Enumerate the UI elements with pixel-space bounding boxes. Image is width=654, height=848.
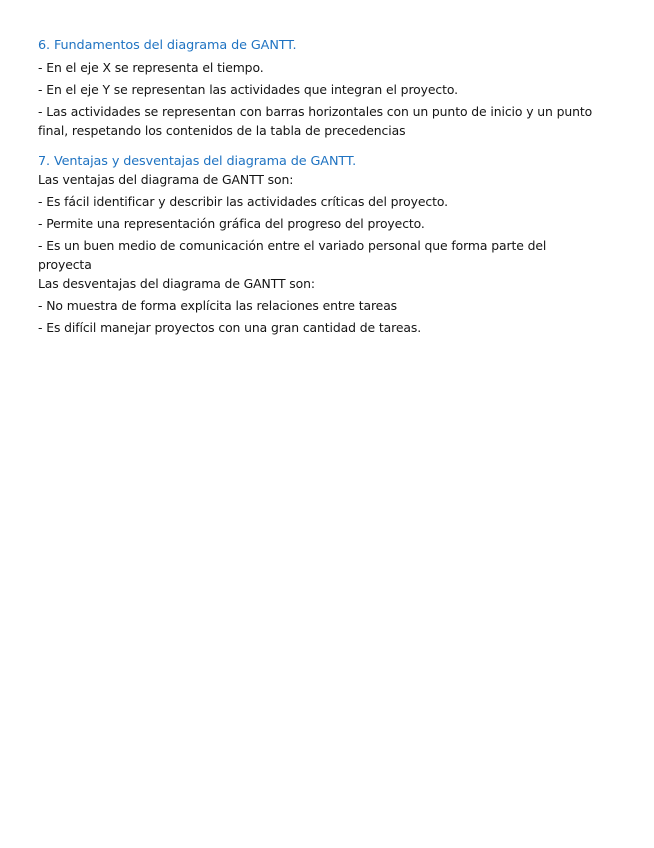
- bullet-line: - No muestra de forma explícita las relaciones entre tareas: [38, 298, 398, 313]
- section-heading: 7. Ventajas y desventajas del diagrama de GANTT.: [38, 154, 357, 169]
- section-ventajas-desventajas: [38, 154, 598, 337]
- section-heading: 6. Fundamentos del diagrama de GANTT.: [38, 38, 297, 53]
- bullet-line: - Es fácil identificar y describir las actividades críticas del proyecto.: [38, 194, 448, 209]
- bullet-line: - En el eje Y se representan las actividades que integran el proyecto.: [38, 82, 458, 97]
- section-fundamentos: [38, 38, 598, 140]
- bullet-line: - En el eje X se representa el tiempo.: [38, 60, 264, 75]
- bullet-line: - Las actividades se representan con barras horizontales con un punto de inicio y un punto final, respetando los contenidos de la tabla de precedencias: [38, 104, 596, 138]
- bullet-line: - Es difícil manejar proyectos con una gran cantidad de tareas.: [38, 320, 422, 335]
- bullet-line: - Permite una representación gráfica del progreso del proyecto.: [38, 216, 425, 231]
- document-content: [38, 38, 598, 337]
- bullet-line: - Es un buen medio de comunicación entre el variado personal que forma parte del proyecta: [38, 238, 551, 272]
- text-line: Las desventajas del diagrama de GANTT son:: [38, 276, 315, 291]
- text-line: Las ventajas del diagrama de GANTT son:: [38, 172, 294, 187]
